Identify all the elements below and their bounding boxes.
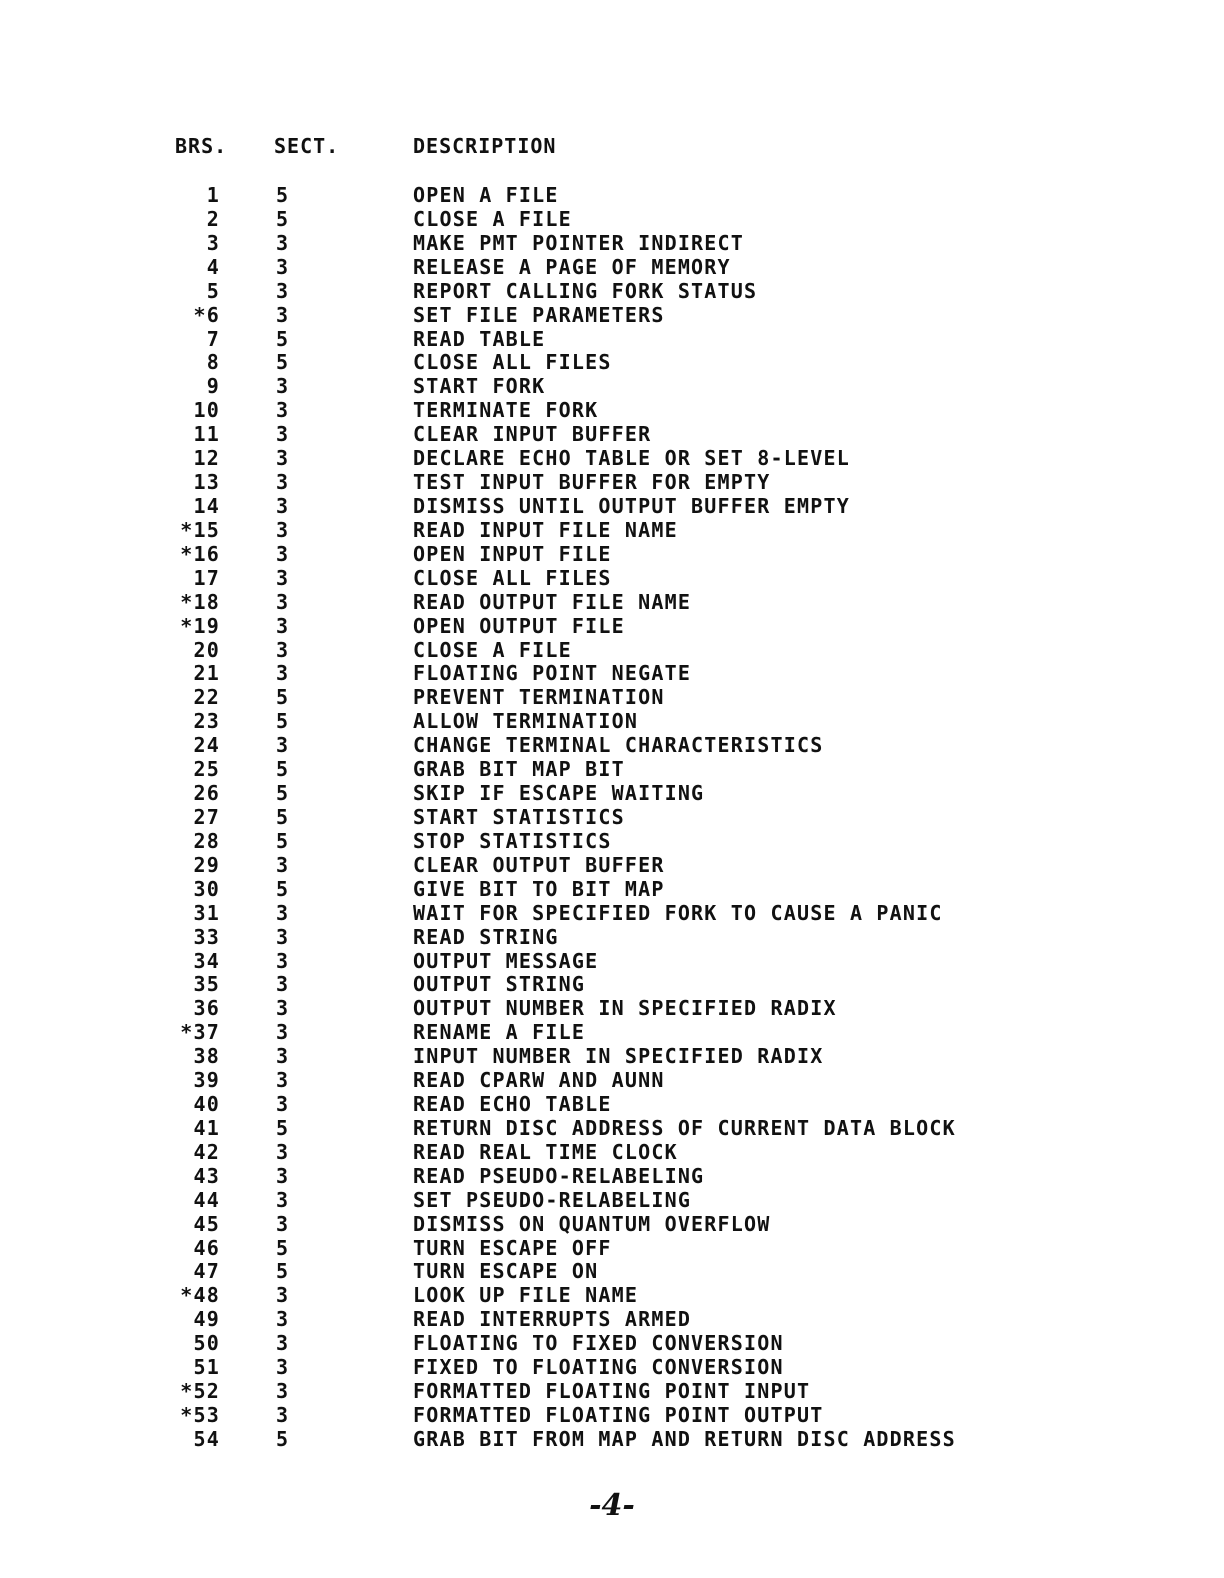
description-text: CHANGE TERMINAL CHARACTERISTICS <box>413 733 824 758</box>
description-text: CLEAR OUTPUT BUFFER <box>413 852 665 877</box>
description-text: OPEN OUTPUT FILE <box>413 613 625 638</box>
description-text: OUTPUT STRING <box>413 972 586 997</box>
section-number: 3 <box>276 493 290 518</box>
brs-number: 46 <box>193 1235 220 1260</box>
header-brs: BRS. <box>175 134 228 158</box>
table-row <box>0 518 1224 542</box>
brs-number: 49 <box>193 1307 220 1332</box>
brs-number: 43 <box>193 1163 220 1188</box>
table-row <box>0 207 1224 231</box>
table-row <box>0 877 1224 901</box>
table-row <box>0 925 1224 949</box>
section-number: 3 <box>276 1355 290 1380</box>
table-row <box>0 1188 1224 1212</box>
description-text: CLOSE A FILE <box>413 637 572 662</box>
table-row <box>0 303 1224 327</box>
table-row <box>0 183 1224 207</box>
section-number: 5 <box>276 1259 290 1284</box>
section-number: 5 <box>276 350 290 375</box>
section-number: 3 <box>276 470 290 495</box>
section-number: 5 <box>276 709 290 734</box>
table-row <box>0 1379 1224 1403</box>
section-number: 3 <box>276 398 290 423</box>
section-number: 3 <box>276 374 290 399</box>
brs-number: 38 <box>193 1044 220 1069</box>
description-text: READ CPARW AND AUNN <box>413 1068 665 1093</box>
table-row <box>0 327 1224 351</box>
section-number: 3 <box>276 972 290 997</box>
description-text: SKIP IF ESCAPE WAITING <box>413 781 705 806</box>
description-text: TERMINATE FORK <box>413 398 599 423</box>
table-row <box>0 470 1224 494</box>
brs-number: 2 <box>206 206 220 231</box>
table-row <box>0 733 1224 757</box>
description-text: PREVENT TERMINATION <box>413 685 665 710</box>
table-row <box>0 709 1224 733</box>
brs-number: 24 <box>193 733 220 758</box>
table-row <box>0 638 1224 662</box>
description-text: OUTPUT MESSAGE <box>413 948 599 973</box>
brs-number: 14 <box>193 493 220 518</box>
description-text: DECLARE ECHO TABLE OR SET 8-LEVEL <box>413 446 850 471</box>
brs-number: *15 <box>180 517 220 542</box>
brs-number: 31 <box>193 900 220 925</box>
description-text: READ TABLE <box>413 326 546 351</box>
table-row <box>0 422 1224 446</box>
table-row <box>0 1020 1224 1044</box>
brs-number: 23 <box>193 709 220 734</box>
table-row <box>0 1212 1224 1236</box>
brs-number: 27 <box>193 804 220 829</box>
description-text: TURN ESCAPE ON <box>413 1259 599 1284</box>
table-row <box>0 1283 1224 1307</box>
description-text: READ STRING <box>413 924 559 949</box>
table-row <box>0 566 1224 590</box>
description-text: TURN ESCAPE OFF <box>413 1235 612 1260</box>
table-row <box>0 279 1224 303</box>
table-row <box>0 398 1224 422</box>
brs-number: 42 <box>193 1139 220 1164</box>
brs-number: 25 <box>193 757 220 782</box>
section-number: 5 <box>276 781 290 806</box>
brs-number: 20 <box>193 637 220 662</box>
table-row <box>0 590 1224 614</box>
description-text: OPEN INPUT FILE <box>413 541 612 566</box>
description-text: FLOATING POINT NEGATE <box>413 661 692 686</box>
brs-number: *52 <box>180 1379 220 1404</box>
description-text: MAKE PMT POINTER INDIRECT <box>413 230 745 255</box>
brs-number: 10 <box>193 398 220 423</box>
description-text: SET PSEUDO-RELABELING <box>413 1187 692 1212</box>
description-text: TEST INPUT BUFFER FOR EMPTY <box>413 470 771 495</box>
description-text: SET FILE PARAMETERS <box>413 302 665 327</box>
brs-number: 29 <box>193 852 220 877</box>
brs-number: 12 <box>193 446 220 471</box>
brs-number: 44 <box>193 1187 220 1212</box>
brs-number: 1 <box>206 183 220 207</box>
section-number: 5 <box>276 206 290 231</box>
section-number: 5 <box>276 757 290 782</box>
brs-number: 39 <box>193 1068 220 1093</box>
table-row <box>0 231 1224 255</box>
description-text: READ PSEUDO-RELABELING <box>413 1163 705 1188</box>
section-number: 3 <box>276 1307 290 1332</box>
table-row <box>0 781 1224 805</box>
section-number: 3 <box>276 541 290 566</box>
brs-number: 40 <box>193 1092 220 1117</box>
description-text: START STATISTICS <box>413 804 625 829</box>
table-row <box>0 542 1224 566</box>
brs-number: 35 <box>193 972 220 997</box>
table-row <box>0 374 1224 398</box>
table-row <box>0 949 1224 973</box>
brs-number: 8 <box>206 350 220 375</box>
table-row <box>0 494 1224 518</box>
description-text: OPEN A FILE <box>413 183 559 207</box>
description-text: RELEASE A PAGE OF MEMORY <box>413 254 731 279</box>
table-row <box>0 1140 1224 1164</box>
table-row <box>0 661 1224 685</box>
table-row <box>0 1164 1224 1188</box>
description-text: READ REAL TIME CLOCK <box>413 1139 678 1164</box>
brs-number: 33 <box>193 924 220 949</box>
table-row <box>0 446 1224 470</box>
section-number: 3 <box>276 1187 290 1212</box>
brs-number: *37 <box>180 1020 220 1045</box>
brs-number: 11 <box>193 422 220 447</box>
section-number: 5 <box>276 1115 290 1140</box>
section-number: 3 <box>276 852 290 877</box>
description-text: CLOSE ALL FILES <box>413 350 612 375</box>
description-text: DISMISS UNTIL OUTPUT BUFFER EMPTY <box>413 493 850 518</box>
table-row <box>0 685 1224 709</box>
section-number: 3 <box>276 661 290 686</box>
brs-number: 47 <box>193 1259 220 1284</box>
brs-number: 22 <box>193 685 220 710</box>
table-row <box>0 757 1224 781</box>
header-sect: SECT. <box>274 134 340 158</box>
section-number: 3 <box>276 422 290 447</box>
section-number: 3 <box>276 1044 290 1069</box>
section-number: 3 <box>276 1331 290 1356</box>
section-number: 5 <box>276 685 290 710</box>
description-text: GRAB BIT FROM MAP AND RETURN DISC ADDRESS <box>413 1426 956 1451</box>
table-row <box>0 255 1224 279</box>
description-text: CLOSE A FILE <box>413 206 572 231</box>
description-text: REPORT CALLING FORK STATUS <box>413 278 758 303</box>
table-row <box>0 972 1224 996</box>
brs-number: 9 <box>206 374 220 399</box>
description-text: RETURN DISC ADDRESS OF CURRENT DATA BLOCK <box>413 1115 956 1140</box>
table-row <box>0 1403 1224 1427</box>
brs-number: *18 <box>180 589 220 614</box>
section-number: 3 <box>276 1020 290 1045</box>
section-number: 5 <box>276 326 290 351</box>
description-text: FLOATING TO FIXED CONVERSION <box>413 1331 784 1356</box>
section-number: 5 <box>276 876 290 901</box>
table-row <box>0 350 1224 374</box>
section-number: 3 <box>276 924 290 949</box>
description-text: LOOK UP FILE NAME <box>413 1283 639 1308</box>
brs-number: *16 <box>180 541 220 566</box>
section-number: 3 <box>276 230 290 255</box>
section-number: 3 <box>276 900 290 925</box>
brs-number: 51 <box>193 1355 220 1380</box>
section-number: 3 <box>276 1163 290 1188</box>
description-text: ALLOW TERMINATION <box>413 709 639 734</box>
section-number: 3 <box>276 254 290 279</box>
description-text: START FORK <box>413 374 546 399</box>
description-text: CLOSE ALL FILES <box>413 565 612 590</box>
table-row <box>0 853 1224 877</box>
header-description: DESCRIPTION <box>413 134 557 158</box>
table-row <box>0 1307 1224 1331</box>
description-text: FORMATTED FLOATING POINT OUTPUT <box>413 1403 824 1428</box>
section-number: 5 <box>276 1235 290 1260</box>
section-number: 3 <box>276 1379 290 1404</box>
section-number: 3 <box>276 1403 290 1428</box>
section-number: 5 <box>276 804 290 829</box>
brs-number: 34 <box>193 948 220 973</box>
brs-number: 28 <box>193 828 220 853</box>
description-text: INPUT NUMBER IN SPECIFIED RADIX <box>413 1044 824 1069</box>
description-text: WAIT FOR SPECIFIED FORK TO CAUSE A PANIC <box>413 900 943 925</box>
description-text: READ INPUT FILE NAME <box>413 517 678 542</box>
section-number: 3 <box>276 446 290 471</box>
brs-number: 7 <box>206 326 220 351</box>
description-text: FORMATTED FLOATING POINT INPUT <box>413 1379 811 1404</box>
description-text: FIXED TO FLOATING CONVERSION <box>413 1355 784 1380</box>
section-number: 3 <box>276 565 290 590</box>
section-number: 5 <box>276 828 290 853</box>
description-text: DISMISS ON QUANTUM OVERFLOW <box>413 1211 771 1236</box>
table-row <box>0 614 1224 638</box>
table-row <box>0 1355 1224 1379</box>
table-row <box>0 1331 1224 1355</box>
description-text: READ OUTPUT FILE NAME <box>413 589 692 614</box>
table-row <box>0 901 1224 925</box>
brs-number: 5 <box>206 278 220 303</box>
section-number: 3 <box>276 637 290 662</box>
description-text: RENAME A FILE <box>413 1020 586 1045</box>
brs-number: 36 <box>193 996 220 1021</box>
brs-number: 30 <box>193 876 220 901</box>
section-number: 3 <box>276 733 290 758</box>
section-number: 3 <box>276 1283 290 1308</box>
brs-number: 3 <box>206 230 220 255</box>
brs-number: 21 <box>193 661 220 686</box>
brs-table <box>0 183 1224 1451</box>
table-row <box>0 805 1224 829</box>
brs-number: 26 <box>193 781 220 806</box>
brs-number: 41 <box>193 1115 220 1140</box>
section-number: 3 <box>276 302 290 327</box>
section-number: 3 <box>276 1211 290 1236</box>
description-text: STOP STATISTICS <box>413 828 612 853</box>
description-text: GIVE BIT TO BIT MAP <box>413 876 665 901</box>
table-row <box>0 829 1224 853</box>
brs-number: 45 <box>193 1211 220 1236</box>
section-number: 3 <box>276 1092 290 1117</box>
brs-number: 4 <box>206 254 220 279</box>
section-number: 3 <box>276 1068 290 1093</box>
table-row <box>0 1427 1224 1451</box>
table-row <box>0 996 1224 1020</box>
table-row <box>0 1236 1224 1260</box>
section-number: 3 <box>276 996 290 1021</box>
brs-number: *48 <box>180 1283 220 1308</box>
section-number: 5 <box>276 183 290 207</box>
table-row <box>0 1068 1224 1092</box>
brs-number: 17 <box>193 565 220 590</box>
brs-number: 50 <box>193 1331 220 1356</box>
brs-number: 13 <box>193 470 220 495</box>
table-row <box>0 1044 1224 1068</box>
table-row <box>0 1092 1224 1116</box>
section-number: 3 <box>276 1139 290 1164</box>
page-number: -4- <box>589 1488 635 1523</box>
description-text: CLEAR INPUT BUFFER <box>413 422 652 447</box>
brs-number: 54 <box>193 1426 220 1451</box>
brs-number: *19 <box>180 613 220 638</box>
table-row <box>0 1259 1224 1283</box>
description-text: READ INTERRUPTS ARMED <box>413 1307 692 1332</box>
brs-number: *53 <box>180 1403 220 1428</box>
brs-number: *6 <box>193 302 220 327</box>
section-number: 3 <box>276 589 290 614</box>
section-number: 5 <box>276 1426 290 1451</box>
table-row <box>0 1116 1224 1140</box>
description-text: OUTPUT NUMBER IN SPECIFIED RADIX <box>413 996 837 1021</box>
section-number: 3 <box>276 948 290 973</box>
section-number: 3 <box>276 278 290 303</box>
section-number: 3 <box>276 517 290 542</box>
section-number: 3 <box>276 613 290 638</box>
description-text: GRAB BIT MAP BIT <box>413 757 625 782</box>
description-text: READ ECHO TABLE <box>413 1092 612 1117</box>
